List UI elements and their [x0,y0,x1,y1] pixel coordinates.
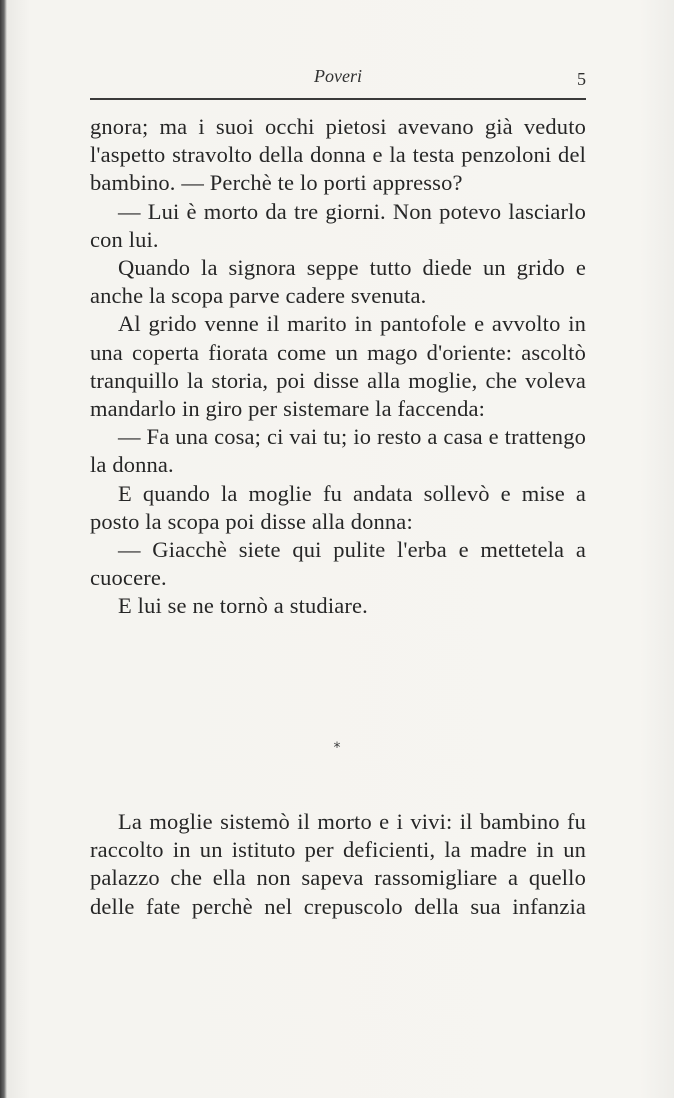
paragraph: — Lui è morto da tre giorni. Non potevo lasciarlo con lui. [90,198,586,252]
paragraph: Al grido venne il marito in pantofole e avvolto in una coperta fiorata come un mago d'oriente: ascoltò tranquillo la storia, poi disse alla moglie, che voleva mandarlo in giro per sistemare la faccenda: [90,311,586,422]
running-title: Poveri [314,66,362,86]
paragraph: E quando la moglie fu andata sollevò e mise a posto la scopa poi disse alla donna: [90,480,586,534]
paragraph: E lui se ne tornò a studiare. [118,593,368,619]
running-header [90,62,586,100]
paragraph: La moglie sistemò il morto e i vivi: il bambino fu raccolto in un istituto per deficienti, la madre in un palazzo che ella non sapeva rassomigliare a quello delle fate perchè nel crepuscolo della sua infanzia [90,809,586,919]
page-spine-shadow [0,0,7,1098]
paragraph: — Fa una cosa; ci vai tu; io resto a casa e trattengo la donna. [90,424,586,478]
text-block-one [90,113,586,621]
section-break-asterisk: * [333,740,341,756]
paragraph: gnora; ma i suoi occhi pietosi avevano già veduto l'aspetto stravolto della donna e la testa penzoloni del bambino. — Perchè te lo porti appresso? [90,114,586,196]
paragraph: — Giacchè siete qui pulite l'erba e mettetela a cuocere. [90,537,586,591]
paragraph: Quando la signora seppe tutto diede un grido e anche la scopa parve cadere svenuta. [90,255,586,309]
page-number: 5 [577,69,586,89]
text-block-two [90,808,586,921]
